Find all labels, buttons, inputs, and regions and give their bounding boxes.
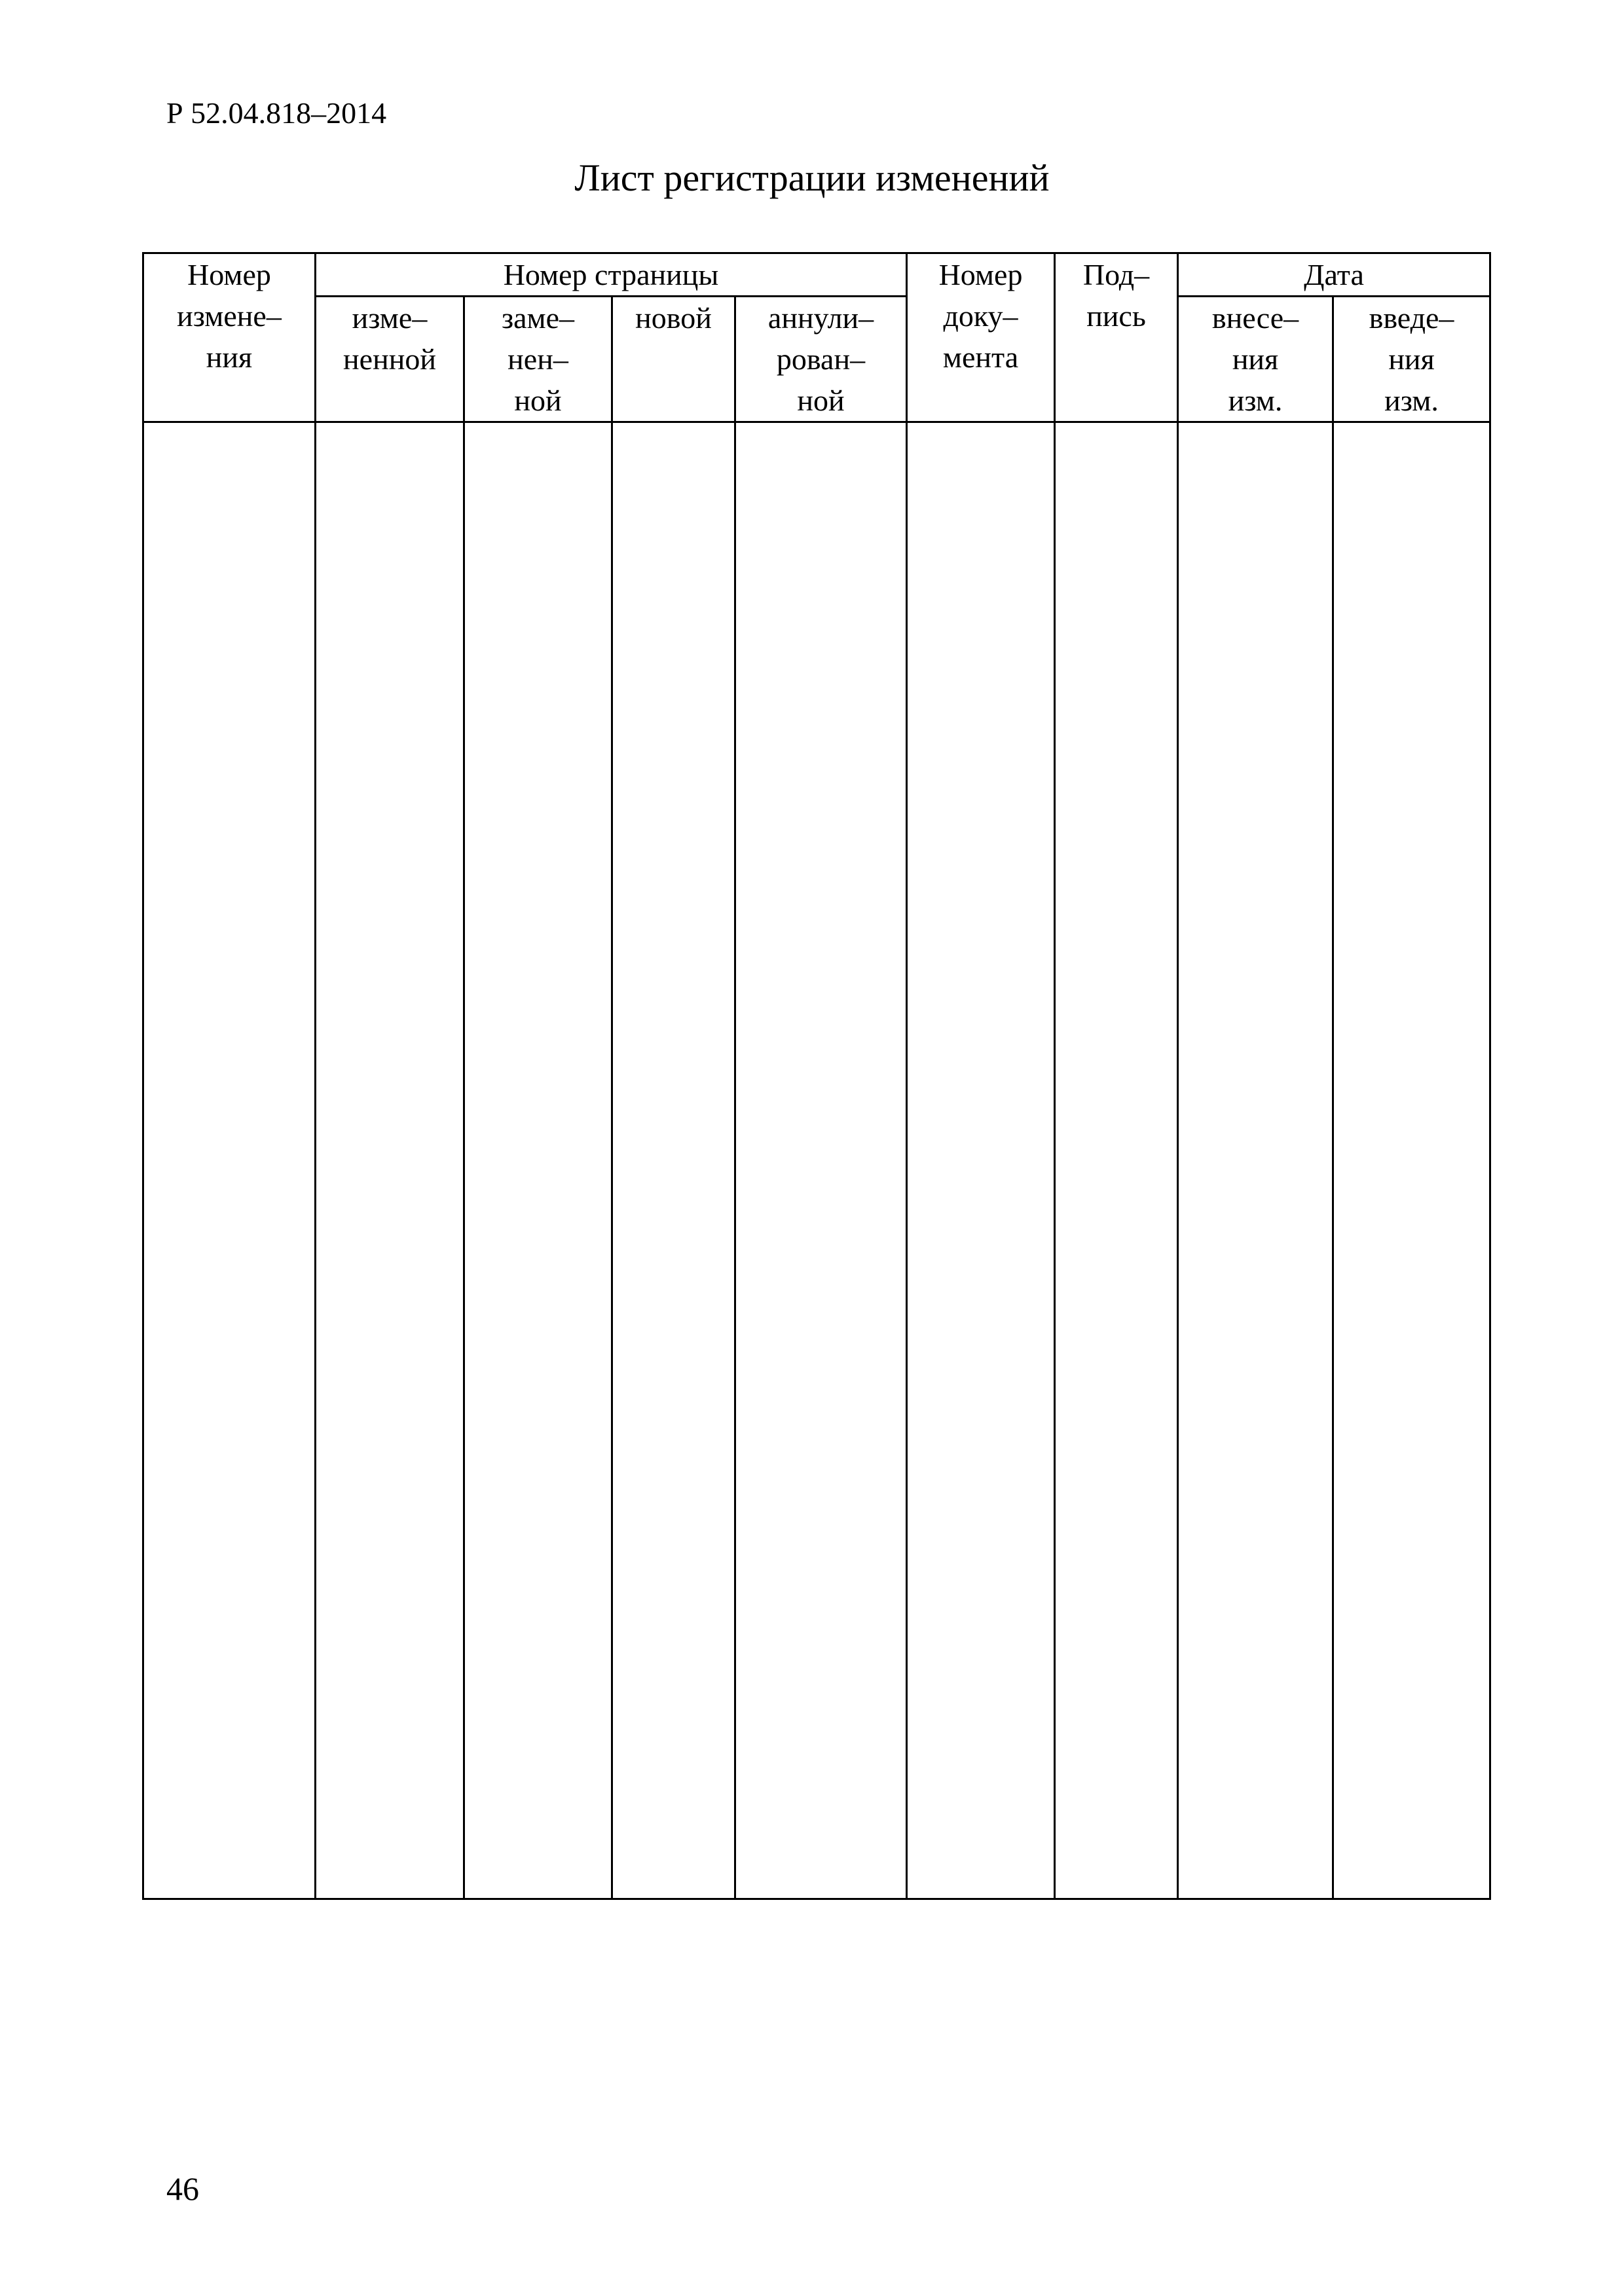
page-title: Лист регистрации изменений: [574, 156, 1050, 199]
table-cell[interactable]: [907, 422, 1055, 1899]
header-changed-page: изме– ненной: [316, 297, 464, 422]
table-cell[interactable]: [1333, 422, 1490, 1899]
change-register-table: [142, 252, 1491, 1900]
header-date-group: Дата: [1178, 253, 1490, 297]
header-signature: Под– пись: [1055, 253, 1178, 422]
header-document-number: Номер доку– мента: [907, 253, 1055, 422]
page-number: 46: [166, 2170, 199, 2207]
table-cell[interactable]: [316, 422, 464, 1899]
header-page-number-group: Номер страницы: [316, 253, 907, 297]
table-row: [143, 422, 1490, 1899]
table-cell[interactable]: [1055, 422, 1178, 1899]
document-code: Р 52.04.818–2014: [166, 96, 387, 130]
table-cell[interactable]: [464, 422, 612, 1899]
table-cell[interactable]: [143, 422, 316, 1899]
table-cell[interactable]: [735, 422, 907, 1899]
header-cancelled-page: аннули– рован– ной: [735, 297, 907, 422]
header-date-introduced: введе– ния изм.: [1333, 297, 1490, 422]
table-cell[interactable]: [1178, 422, 1333, 1899]
header-replaced-page: заме– нен– ной: [464, 297, 612, 422]
header-change-number: Номер измене– ния: [143, 253, 316, 422]
table-cell[interactable]: [612, 422, 735, 1899]
header-new-page: новой: [612, 297, 735, 422]
header-date-entered: внесе– ния изм.: [1178, 297, 1333, 422]
